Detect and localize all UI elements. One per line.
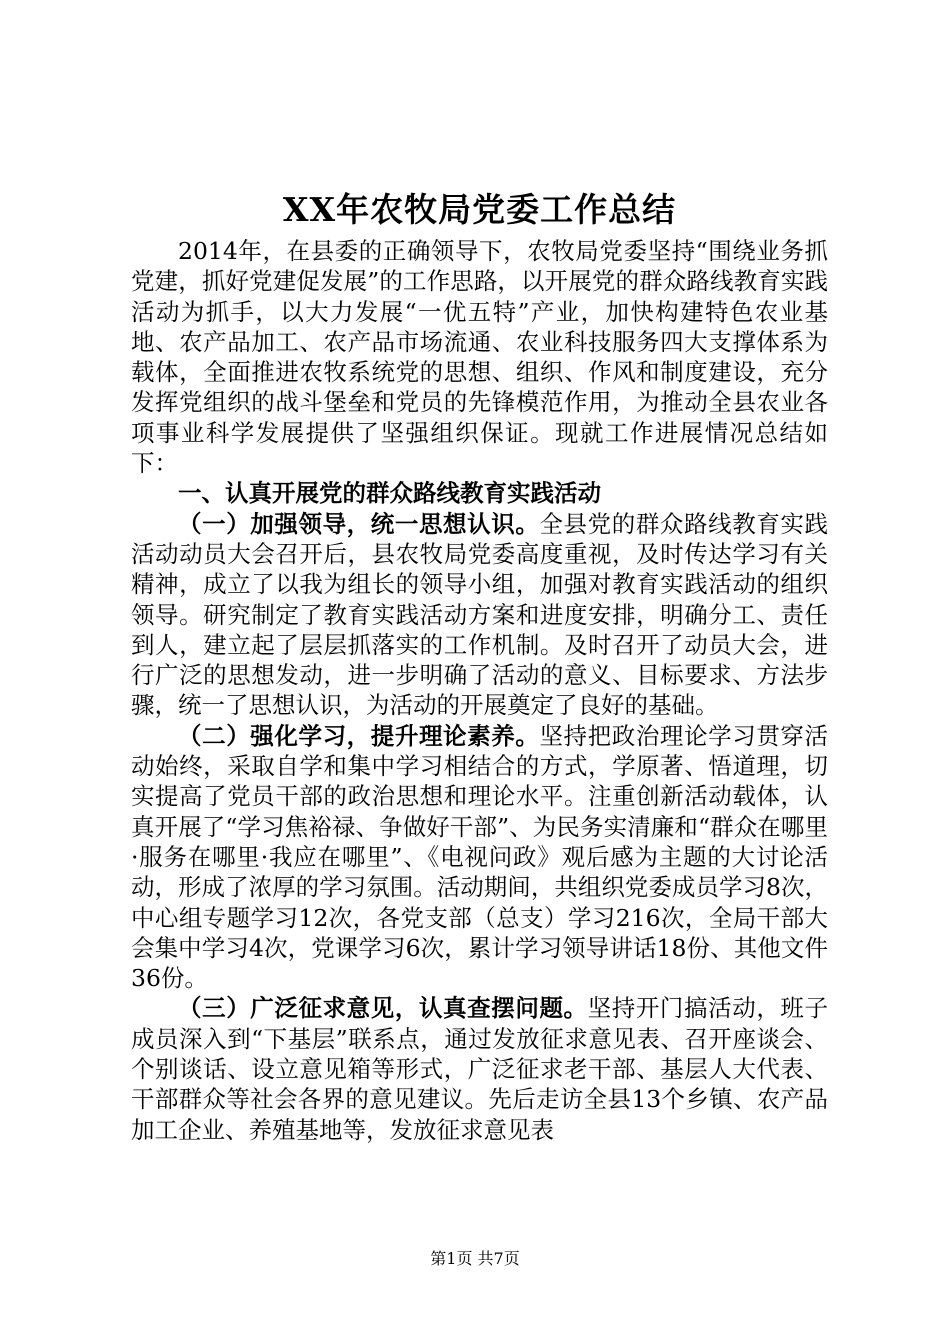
paragraph-2-lead: （二）强化学习，提升理论素养。	[178, 721, 540, 750]
paragraph-3-text: 坚持开门搞活动，班子成员深入到“下基层”联系点，通过发放征求意见表、召开座谈会、个别谈话、设立意见箱等形式，广泛征求老干部、基层人大代表、干部群众等社会各界的意见建议。先后走访全县13个乡镇、农产品加工企业、养殖基地等，发放征求意见表	[131, 994, 829, 1144]
paragraph-1-text: 全县党的群众路线教育实践活动动员大会召开后，县农牧局党委高度重视，及时传达学习有关精神，成立了以我为组长的领导小组，加强对教育实践活动的组织领导。研究制定了教育实践活动方案和进度安排，明确分工、责任到人，建立起了层层抓落实的工作机制。及时召开了动员大会，进行广泛的思想发动，进一步明确了活动的意义、目标要求、方法步骤，统一了思想认识，为活动的开展奠定了良好的基础。	[131, 509, 829, 720]
intro-paragraph: 2014年，在县委的正确领导下，农牧局党委坚持“围绕业务抓党建，抓好党建促发展”的工作思路，以开展党的群众路线教育实践活动为抓手，以大力发展“一优五特”产业，加快构建特色农业基地、农产品加工、农产品市场流通、农业科技服务四大支撑体系为载体，全面推进农牧系统党的思想、组织、作风和制度建设，充分发挥党组织的战斗堡垒和党员的先锋模范作用，为推动全县农业各项事业科学发展提供了坚强组织保证。现就工作进展情况总结如下：	[131, 237, 828, 478]
paragraph-2	[131, 721, 828, 994]
paragraph-3-lead: （三）广泛征求意见，认真查摆问题。	[178, 994, 588, 1023]
paragraph-1-lead: （一）加强领导，统一思想认识。	[178, 509, 540, 538]
paragraph-3	[131, 993, 828, 1144]
document-title: XX年农牧局党委工作总结	[282, 190, 677, 229]
document-body	[131, 188, 828, 1145]
page-footer: 第1页 共7页	[430, 1249, 520, 1268]
paragraph-2-text: 坚持把政治理论学习贯穿活动始终，采取自学和集中学习相结合的方式，学原著、悟道理，切实提高了党员干部的政治思想和理论水平。注重创新活动载体，认真开展了“学习焦裕禄、争做好干部”、为民务实清廉和“群众在哪里·服务在哪里·我应在哪里”、《电视问政》观后感为主题的大讨论活动，形成了浓厚的学习氛围。活动期间，共组织党委成员学习8次，中心组专题学习12次，各党支部（总支）学习216次，全局干部大会集中学习4次，党课学习6次，累计学习领导讲话18份、其他文件36份。	[131, 721, 829, 993]
paragraph-1	[131, 509, 828, 721]
section-heading-1: 一、认真开展党的群众路线教育实践活动	[178, 479, 601, 508]
